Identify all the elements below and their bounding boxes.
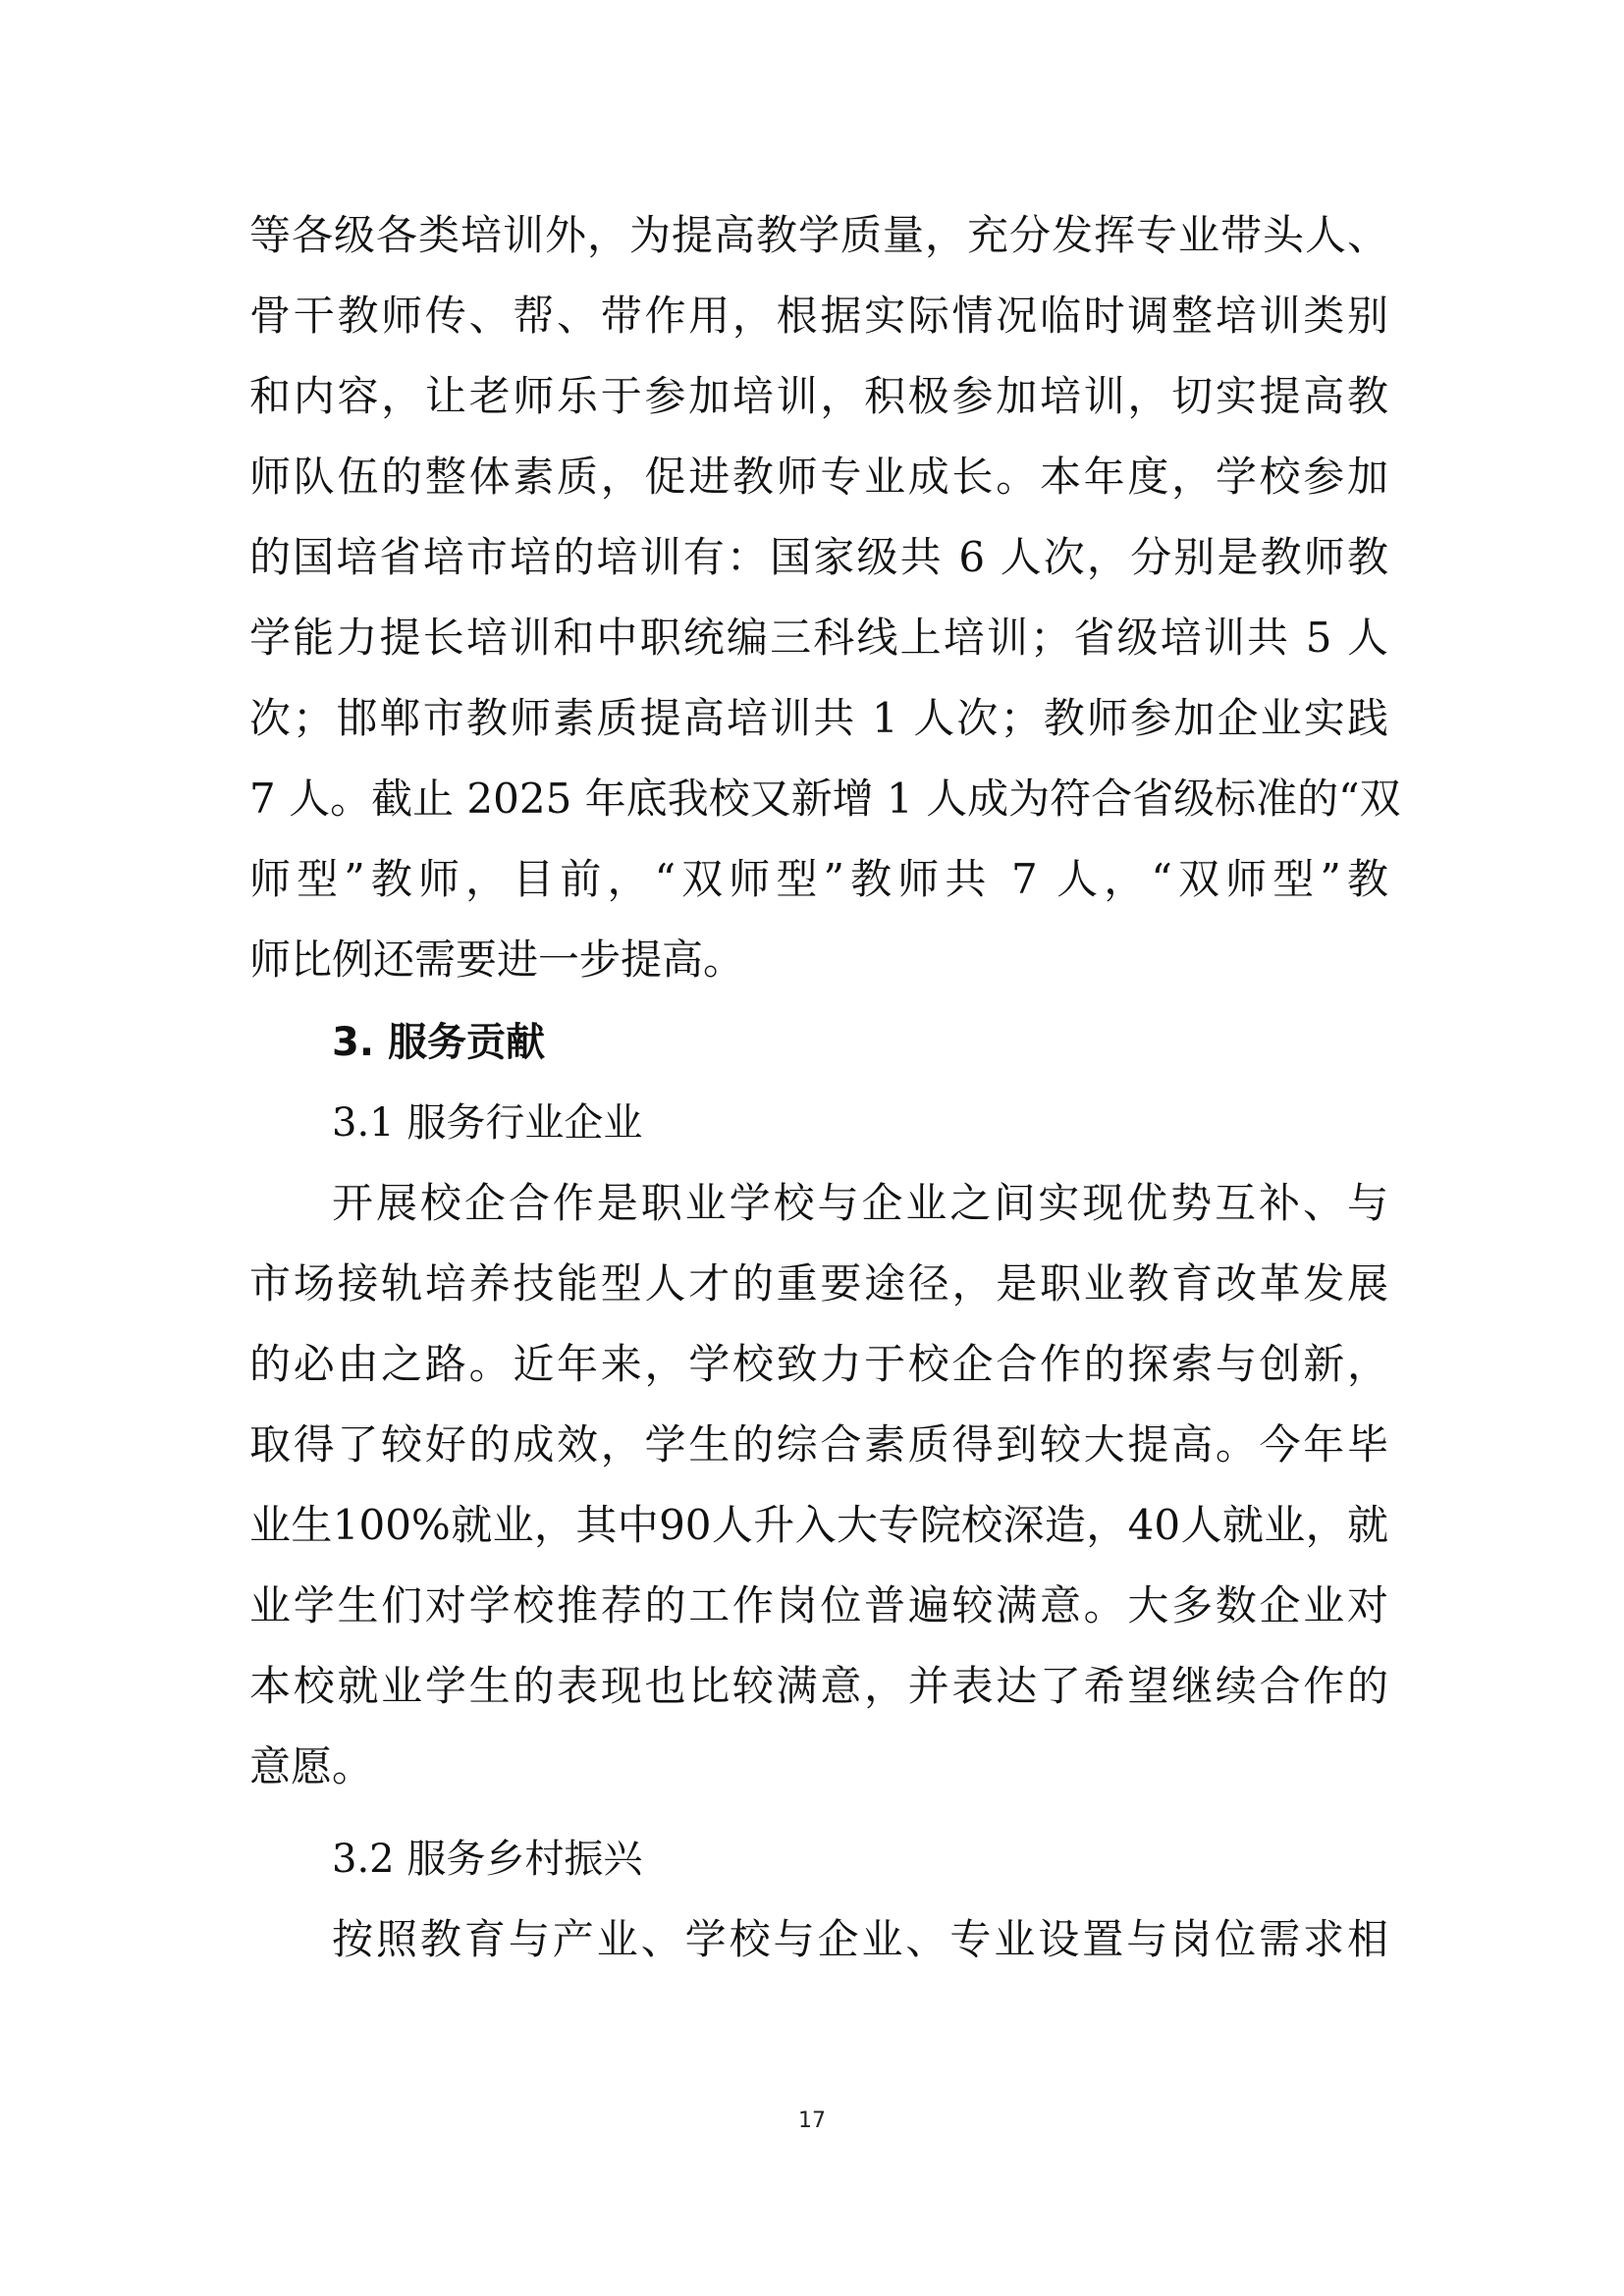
paragraph-1-line-5: 的国培省培市培的培训有：国家级共 6 人次，分别是教师教 — [249, 533, 1388, 581]
paragraph-2-line-1: 开展校企合作是职业学校与企业之间实现优势互补、与 — [332, 1179, 1388, 1227]
paragraph-2-line-6: 业学生们对学校推荐的工作岗位普遍较满意。大多数企业对 — [249, 1581, 1388, 1629]
paragraph-2-line-2: 市场接轨培养技能型人才的重要途径，是职业教育改革发展 — [249, 1259, 1388, 1308]
section-3-heading: 3. 服务贡献 — [332, 1020, 545, 1065]
paragraph-2-line-3: 的必由之路。近年来，学校致力于校企合作的探索与创新， — [249, 1340, 1388, 1388]
paragraph-1-line-3: 和内容，让老师乐于参加培训，积极参加培训，切实提高教 — [249, 372, 1388, 420]
paragraph-1-line-4: 师队伍的整体素质，促进教师专业成长。本年度，学校参加 — [249, 453, 1388, 501]
paragraph-1-line-9: 师型”教师，目前，“双师型”教师共 7 人，“双师型”教 — [249, 855, 1388, 903]
paragraph-1-line-7: 次；邯郸市教师素质提高培训共 1 人次；教师参加企业实践 — [249, 694, 1388, 742]
paragraph-2-line-4: 取得了较好的成效，学生的综合素质得到较大提高。今年毕 — [249, 1420, 1388, 1468]
section-3-1-heading: 3.1 服务行业企业 — [332, 1100, 643, 1146]
paragraph-2-line-5: 业生100%就业，其中90人升入大专院校深造，40人就业，就 — [249, 1501, 1388, 1549]
paragraph-1-line-1: 等各级各类培训外，为提高教学质量，充分发挥专业带头人、 — [249, 211, 1388, 259]
paragraph-2-line-7: 本校就业学生的表现也比较满意，并表达了希望继续合作的 — [249, 1662, 1388, 1710]
paragraph-1-line-6: 学能力提长培训和中职统编三科线上培训；省级培训共 5 人 — [249, 614, 1388, 662]
page-number: 17 — [798, 2109, 826, 2133]
paragraph-1-line-8: 7 人。截止 2025 年底我校又新增 1 人成为符合省级标准的“双 — [249, 774, 1401, 823]
paragraph-2-line-8: 意愿。 — [249, 1742, 374, 1790]
paragraph-1-line-2: 骨干教师传、帮、带作用，根据实际情况临时调整培训类别 — [249, 292, 1388, 340]
section-3-2-heading: 3.2 服务乡村振兴 — [332, 1837, 643, 1882]
paragraph-3-line-1: 按照教育与产业、学校与企业、专业设置与岗位需求相 — [332, 1915, 1388, 1963]
paragraph-1-line-10: 师比例还需要进一步提高。 — [249, 935, 745, 984]
